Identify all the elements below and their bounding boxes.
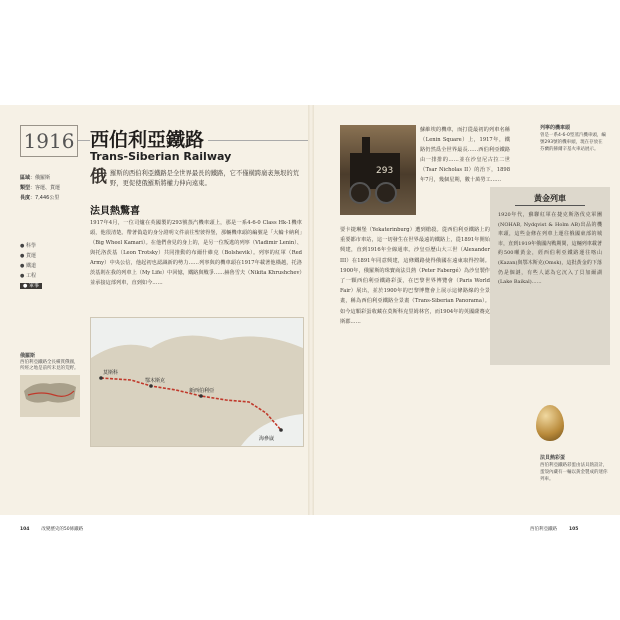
sidebar-box [490,187,610,365]
year-box: 1916 [20,125,78,157]
meta-row: 長度：7,446公里 [20,195,60,201]
legend-item: ● 鐵道 [20,263,36,269]
legend-item-selected: ● 軍事 [20,281,42,291]
meta-list [20,173,60,203]
folio-left: 104 改變歷史的50條鐵路 [20,527,84,532]
section-heading: 法貝熱驚喜 [90,206,140,217]
map-label-vladivostok: 海參崴 [259,436,275,442]
drop-cap: 俄 [90,167,107,187]
map-label-omsk: 鄂木斯克 [145,378,166,384]
map-label-moscow: 莫斯科 [103,370,119,376]
intro-paragraph: 俄 羅斯的西伯利亞鐵路是全世界最長的鐵路，它不僅橫跨廣袤無垠的荒野，更促使俄羅斯將權力伸向遠東。 [90,167,299,187]
body-text-left: 1917年4月，一位司爐在英國製的293號蒸汽機車頭上，那是一系4-6-0 Class Hk-1機車頭，他很清楚。帶著偽造的身分證明文件前往聖彼得堡，那輛機車頭的編號是「大輪卡納利」（Big Wheel Kamari）。在他們會見的身上的，是另一位叛逃的列寧（Vladimir Lenin）、與托洛茨基（Leon Trotsky）共同推動的布爾什維克（Bolshevik）。列寧的紅軍（Red Army）中央公信，他起初也認識新的勢力……列寧與的機車頭在1917年載著他橫越，托洛茨基則在我的列車上（My Life）中回憶，鐵路與戰爭……赫魯雪夫（Nikita Khrushchev）並承接這部列車，直到如今…… [90,220,302,286]
sidebar-rule [515,205,585,206]
faberge-egg-image [536,405,564,441]
map-caption: 俄羅斯 西伯利亞鐵路全長橫貫俄國，所經之地是前所未見的荒野。 [20,353,79,371]
book-spread [0,105,620,515]
sidebar-title: 黃金列車 [534,193,566,203]
meta-row: 類型：客運、貨運 [20,185,61,191]
egg-caption: 法貝熱彩蛋 西伯利亞鐵路彩蛋由法貝熱設計，蛋殼內藏有一輛以黃金製成的迷你列車。 [540,455,608,482]
legend-item: ● 工程 [20,273,36,279]
body-text-right-main: 要卡捷琳堡（Yekaterinburg）遭到槍殺。從西伯利亞鐵路上的重要都市車站，這一切發生在世界最遠的鐵路上，從1891年開始興建，直到1916年全線通車。沙皇亞歷山大三世（Alexander III）在1891年同意興建，這條鐵路使得俄國在遠東取得控制。1900年，俄羅斯的珠寶商法貝熱（Peter Fabergé）為沙皇製作了一顆西伯利亞鐵路彩蛋，在巴黎世界博覽會（Paris World Fair）展出，並於1900年的巴黎博覽會上展示這條路線的全景畫，稱為西伯利亞鐵路全景畫（Trans-Siberian Panorama）。如今這顆彩蛋收藏在莫斯科克里姆林宮，而1904年的英國薩賽克斯郡…… [340,227,490,325]
body-text-right-top: 蘇維埃的機車，而打從最初的列車名稱（Lenin Square）上，1917年，鐵路仍然爲全世界最長……西伯利亞鐵路由一排排的……並在沙皇尼古拉二世（Tsar Nicholas II）的治下，1898年7月，幾個星期，數十萬勞工…… [420,127,510,183]
legend-item: ● 科學 [20,243,36,249]
locator-map [20,375,80,417]
route-map [90,317,304,447]
locomotive-number: 293 [376,166,394,176]
sidebar-text: 1920年代，蘇聯紅軍在捷克斯洛伐克軍團(NOHAB, Nydqvist & Holm AB)出品的機車頭，這些金條在列車上運往俄國東部的城市，直到1919年俄國內戰期間，這輛列車載著約500噸黃金，經西伯利亞鐵路運往喀山(Kazan)與鄂木斯克(Omsk)，這批黃金的下落仍是個謎，有些人認為它沉入了貝加爾湖(Lake Baikal)…… [498,212,602,286]
photo-caption: 列寧的機車頭 曾是一系4-6-0型蒸汽機車頭，編號293號的機車頭，現在存放在芬蘭的赫爾辛基火車站展示。 [540,125,606,152]
locomotive-photo [340,125,416,215]
book-gutter [308,105,314,515]
page-subtitle: Trans-Siberian Railway [90,150,232,163]
folio-right: 西伯利亞鐵路 105 [530,527,579,532]
legend-item: ● 貨運 [20,253,36,259]
page-title: 西伯利亞鐵路 [90,125,208,152]
meta-row: 區域：俄羅斯 [20,175,51,181]
locomotive-illustration [340,125,416,215]
map-label-novosibirsk: 新西伯利亞 [189,388,215,394]
category-legend [20,241,42,291]
